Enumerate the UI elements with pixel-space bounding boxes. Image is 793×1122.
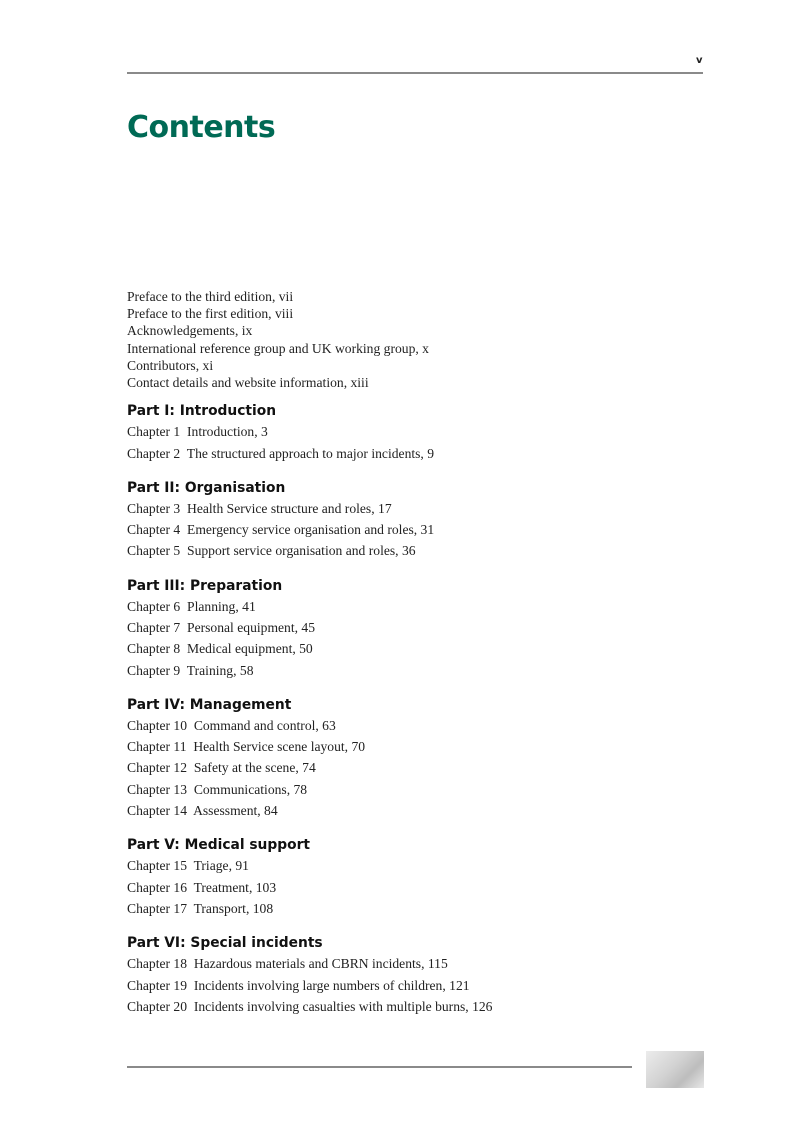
toc-part [127, 401, 687, 464]
toc-entry[interactable]: Acknowledgements, ix [127, 323, 253, 339]
footer-rule [127, 1066, 632, 1068]
chapter-entry[interactable]: Chapter 15 Triage, 91 [127, 858, 249, 874]
toc-entry[interactable]: Contact details and website information, xiii [127, 375, 369, 391]
toc-part [127, 478, 687, 562]
chapter-entry[interactable]: Chapter 3 Health Service structure and roles, 17 [127, 500, 392, 516]
chapter-entry[interactable]: Chapter 20 Incidents involving casualties with multiple burns, 126 [127, 998, 493, 1014]
chapter-entry[interactable]: Chapter 2 The structured approach to major incidents, 9 [127, 445, 435, 461]
page-number: v [696, 55, 703, 66]
chapter-entry[interactable]: Chapter 7 Personal equipment, 45 [127, 620, 316, 635]
chapter-entry[interactable]: Chapter 9 Training, 58 [127, 662, 254, 678]
front-matter-list [127, 288, 687, 391]
part-heading: Part I: Introduction [127, 403, 277, 420]
toc-entry[interactable]: Preface to the first edition, viii [127, 306, 294, 322]
part-heading: Part V: Medical support [127, 837, 311, 854]
chapter-entry[interactable]: Chapter 5 Support service organisation and roles, 36 [127, 543, 416, 559]
toc-entry[interactable]: Contributors, xi [127, 357, 214, 373]
parts-list [127, 401, 687, 1017]
page-title: Contents [127, 110, 276, 145]
chapter-entry[interactable]: Chapter 17 Transport, 108 [127, 900, 274, 916]
chapter-entry[interactable]: Chapter 1 Introduction, 3 [127, 424, 268, 440]
thumb-tab [646, 1051, 704, 1088]
chapter-entry[interactable]: Chapter 11 Health Service scene layout, 70 [127, 739, 366, 755]
part-heading: Part II: Organisation [127, 479, 286, 496]
chapter-entry[interactable]: Chapter 16 Treatment, 103 [127, 879, 277, 895]
toc-part [127, 576, 687, 681]
chapter-entry[interactable]: Chapter 8 Medical equipment, 50 [127, 641, 313, 657]
header-rule [127, 72, 703, 74]
part-heading: Part VI: Special incidents [127, 935, 323, 952]
chapter-entry[interactable]: Chapter 19 Incidents involving large numbers of children, 121 [127, 977, 470, 993]
part-heading: Part IV: Management [127, 696, 292, 713]
toc-part [127, 835, 687, 919]
chapter-entry[interactable]: Chapter 4 Emergency service organisation and roles, 31 [127, 522, 435, 538]
toc-part [127, 695, 687, 821]
chapter-entry[interactable]: Chapter 13 Communications, 78 [127, 781, 308, 797]
toc-part [127, 933, 687, 1017]
table-of-contents [127, 288, 687, 1017]
chapter-entry[interactable]: Chapter 12 Safety at the scene, 74 [127, 760, 316, 776]
toc-entry[interactable]: Preface to the third edition, vii [127, 289, 294, 304]
chapter-entry[interactable]: Chapter 6 Planning, 41 [127, 598, 256, 614]
chapter-entry[interactable]: Chapter 10 Command and control, 63 [127, 717, 336, 733]
toc-entry[interactable]: International reference group and UK working group, x [127, 340, 429, 356]
part-heading: Part III: Preparation [127, 577, 283, 594]
chapter-entry[interactable]: Chapter 14 Assessment, 84 [127, 803, 278, 819]
chapter-entry[interactable]: Chapter 18 Hazardous materials and CBRN incidents, 115 [127, 956, 448, 972]
